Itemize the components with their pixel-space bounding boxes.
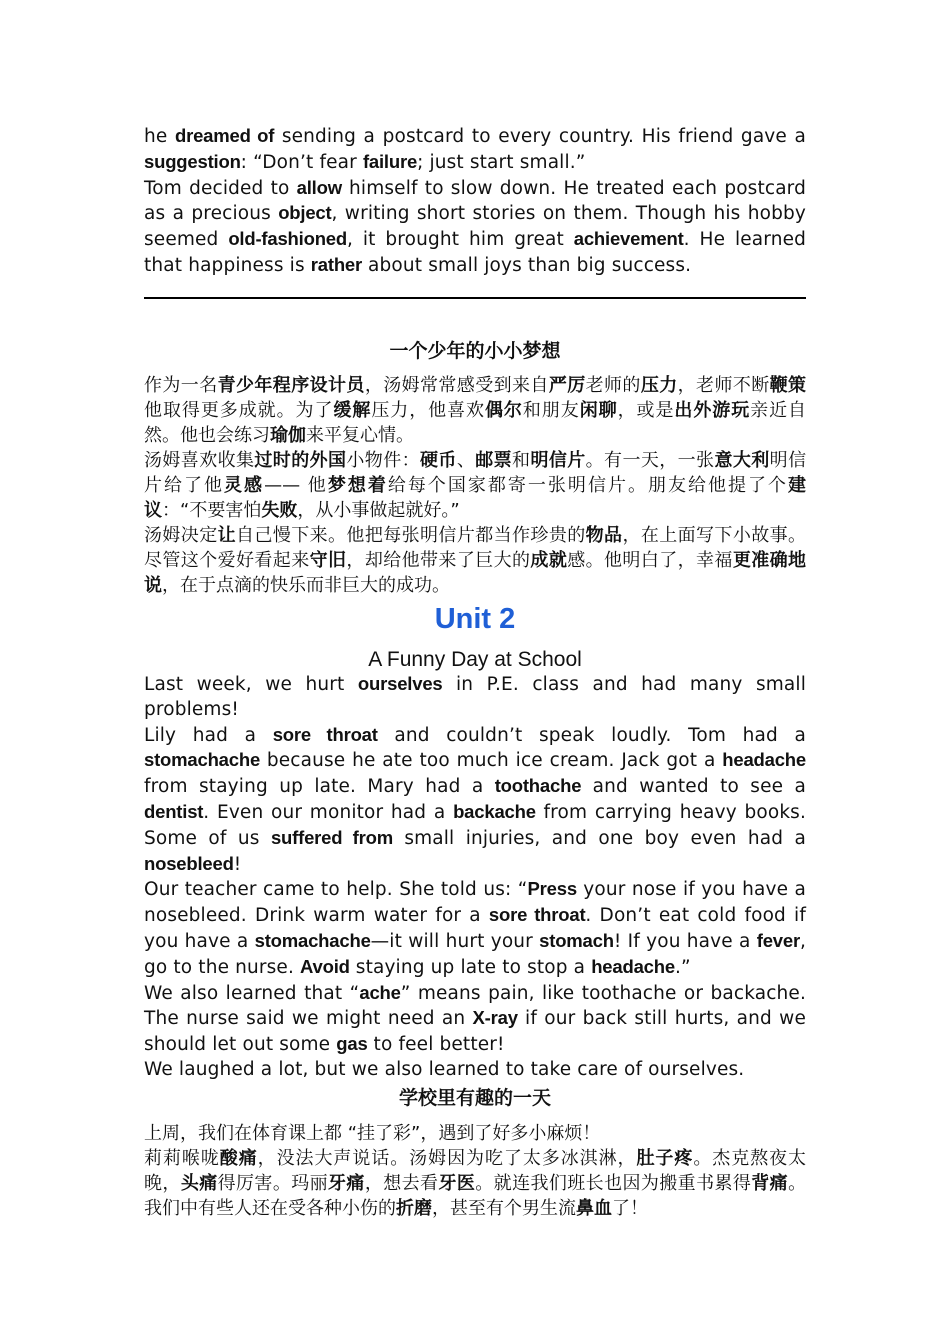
bold-term: sore throat <box>272 723 378 745</box>
bold-term: 明信片 <box>530 450 586 471</box>
unit-chinese-text <box>144 1121 806 1221</box>
text-run: 、 <box>456 450 476 471</box>
bold-term: rather <box>310 253 363 275</box>
bold-term: 牙医 <box>438 1173 476 1194</box>
text-run: , it brought him great <box>346 229 574 251</box>
paragraph <box>144 1058 806 1083</box>
bold-term: object <box>278 202 332 224</box>
text-run: 汤姆喜欢收集 <box>144 450 255 471</box>
text-run: 。有一天，一张 <box>585 450 715 471</box>
text-run: ” means pain, like toothache or backache. The nurse said we might need an <box>144 982 806 1030</box>
bold-term: dentist <box>144 800 204 822</box>
bold-term: allow <box>296 176 342 198</box>
unit-english-text <box>144 672 806 1083</box>
text-run: Tom decided to <box>144 177 297 199</box>
bold-term: 肚子疼 <box>636 1148 694 1169</box>
text-run: ，甚至有个男生流 <box>432 1198 576 1219</box>
text-run: 给每个国家都寄一张明信片。朋友给他提了个 <box>387 475 789 496</box>
text-run: 他取得更多成就。为了 <box>144 400 334 421</box>
text-run: 压力，他喜欢 <box>371 400 485 421</box>
unit-title-chinese: 学校里有趣的一天 <box>398 1087 551 1109</box>
bold-term: 梦想着 <box>327 475 388 496</box>
text-run: , writing short stories on them. Though his hobby seemed <box>144 203 806 251</box>
text-run: —it will hurt your <box>370 930 540 952</box>
text-run: because he ate too much ice cream. Jack got a <box>260 750 723 772</box>
text-run: 和 <box>512 450 531 471</box>
bold-term: gas <box>336 1033 368 1055</box>
bold-term: toothache <box>494 775 582 797</box>
text-run: 作为一名 <box>144 375 218 396</box>
text-run: . Don’t eat cold food if you have a <box>144 905 807 952</box>
paragraph <box>144 672 806 723</box>
unit-heading: Unit 2 <box>434 603 516 635</box>
bold-term: X-ray <box>472 1007 518 1029</box>
bold-term: ourselves <box>357 673 443 694</box>
bold-term: 过时的外国 <box>254 450 347 471</box>
text-run: 。我们中有些人还在受各种小伤的 <box>144 1173 807 1219</box>
text-run: ，在于点滴的快乐而非巨大的成功。 <box>162 575 450 596</box>
bold-term: suggestion <box>144 150 241 172</box>
text-run: 。杰克熬夜太晚， <box>144 1148 807 1194</box>
unit-title-english: A Funny Day at School <box>368 648 582 671</box>
text-run: —— 他 <box>264 475 328 496</box>
paragraph <box>144 981 806 1058</box>
text-run: ; just start small.” <box>417 151 586 173</box>
bold-term: 意大利 <box>714 450 770 471</box>
text-run: .” <box>674 956 691 978</box>
text-run: ，汤姆常常感受到来自 <box>364 375 549 396</box>
bold-term: 闲聊 <box>579 400 618 421</box>
bold-term: stomachache <box>254 929 371 951</box>
bold-term: 灵感 <box>224 475 265 496</box>
bold-term: 压力 <box>640 375 678 396</box>
text-run: 亲近自然。他也会练习 <box>144 400 807 446</box>
section-title-chinese: 一个少年的小小梦想 <box>389 340 561 362</box>
bold-term: stomachache <box>144 749 261 771</box>
bold-term: sore throat <box>488 904 586 926</box>
paragraph <box>144 448 806 523</box>
text-run: himself to slow down. He treated each postcard as a precious <box>144 177 807 225</box>
text-run: . He learned that happiness is <box>144 229 806 276</box>
section1-english-text <box>144 124 806 279</box>
text-run: and couldn’t speak loudly. Tom had a <box>377 724 806 746</box>
text-run: 感。他明白了，幸福 <box>567 550 733 571</box>
text-run: Lily had a <box>144 724 273 746</box>
bold-term: ache <box>359 981 401 1003</box>
text-run: 上周，我们在体育课上都 “挂了彩”，遇到了好多小麻烦！ <box>144 1123 601 1144</box>
divider-line <box>144 297 806 299</box>
bold-term: 缓解 <box>333 400 372 421</box>
bold-term: old-fashioned <box>228 228 347 250</box>
bold-term: 守旧 <box>309 550 347 571</box>
text-run: 。就连我们班长也因为搬重书累得 <box>475 1173 752 1194</box>
text-run: ，从小事做起就好。” <box>297 500 460 521</box>
text-run: ，或是 <box>617 400 675 421</box>
bold-term: headache <box>591 955 675 977</box>
text-run: 和朋友 <box>522 400 580 421</box>
bold-term: 邮票 <box>475 450 513 471</box>
text-run: ! <box>233 853 242 875</box>
text-run: ，老师不断 <box>677 375 770 396</box>
text-run: 小物件： <box>346 450 421 471</box>
bold-term: Press <box>527 878 577 900</box>
text-run: 得厉害。玛丽 <box>217 1173 329 1194</box>
bold-term: 鼻血 <box>576 1198 612 1219</box>
bold-term: 硬币 <box>420 450 457 471</box>
text-run: staying up late to stop a <box>349 956 592 978</box>
bold-term: 成就 <box>530 550 568 571</box>
text-run: ，却给他带来了巨大的 <box>346 550 531 571</box>
text-run: ，没法大声说话。汤姆因为吃了太多冰淇淋， <box>257 1148 637 1169</box>
text-run: : “Don’t fear <box>240 151 363 173</box>
text-run: Our teacher came to help. She told us: “ <box>144 879 528 901</box>
bold-term: fever <box>756 929 800 951</box>
paragraph <box>144 877 806 980</box>
text-run: We laughed a lot, but we also learned to take care of ourselves. <box>144 1058 745 1080</box>
text-run: , go to the nurse. <box>144 930 806 978</box>
bold-term: 更准确地说 <box>144 550 807 596</box>
paragraph <box>144 723 806 878</box>
text-run: if our back still hurts, and we should let out some <box>144 1008 806 1056</box>
bold-term: backache <box>453 800 536 822</box>
bold-term: stomach <box>539 929 614 951</box>
text-run: ，想去看 <box>364 1173 439 1194</box>
bold-term: 出外游玩 <box>674 400 751 421</box>
text-run: from carrying heavy books. Some of us <box>144 801 806 849</box>
text-run: he <box>144 126 175 147</box>
paragraph <box>144 523 806 598</box>
text-run: We also learned that “ <box>144 982 360 1004</box>
text-run: to feel better! <box>367 1034 505 1056</box>
bold-term: suffered from <box>270 826 393 848</box>
text-run: and wanted to see a <box>581 776 806 798</box>
bold-term: 物品 <box>585 525 623 546</box>
paragraph <box>144 124 806 176</box>
text-run: your nose if you have a nosebleed. Drink warm water for a <box>144 879 806 927</box>
bold-term: failure <box>362 150 418 172</box>
bold-term: 让 <box>217 525 237 546</box>
bold-term: 折磨 <box>396 1198 432 1219</box>
text-run: 来平复心情。 <box>306 425 414 446</box>
paragraph <box>144 1146 806 1221</box>
text-run: ：“不要害怕 <box>162 500 262 521</box>
bold-term: 牙痛 <box>328 1173 365 1194</box>
text-run: 汤姆决定 <box>144 525 218 546</box>
bold-term: 失败 <box>261 500 298 521</box>
paragraph <box>144 373 806 448</box>
paragraph <box>144 176 806 279</box>
bold-term: 背痛 <box>751 1173 789 1194</box>
text-run: ，在上面写下小故事。尽管这个爱好看起来 <box>144 525 807 571</box>
bold-term: 瑜伽 <box>270 425 306 446</box>
text-run: about small joys than big success. <box>362 254 692 276</box>
text-run: ! If you have a <box>613 930 757 952</box>
text-run: small injuries, and one boy even had a <box>392 827 807 849</box>
bold-term: 严厉 <box>548 375 586 396</box>
bold-term: 偶尔 <box>484 400 523 421</box>
bold-term: nosebleed <box>144 852 234 874</box>
bold-term: headache <box>722 749 806 771</box>
bold-term: Avoid <box>300 955 350 977</box>
text-run: 老师的 <box>585 375 641 396</box>
section1-chinese-text <box>144 373 806 598</box>
text-run: sending a postcard to every country. His friend gave a <box>274 126 806 147</box>
bold-term: achievement <box>573 228 684 250</box>
text-run: 莉莉喉咙 <box>144 1148 220 1169</box>
paragraph <box>144 1121 806 1146</box>
text-run: Last week, we hurt <box>144 674 358 695</box>
bold-term: 头痛 <box>180 1173 218 1194</box>
bold-term: 青少年程序设计员 <box>217 375 365 396</box>
text-run: in P.E. class and had many small problems! <box>144 674 806 720</box>
text-run: 明信片给了他 <box>144 450 807 496</box>
bold-term: 鞭策 <box>769 375 807 396</box>
bold-term: 建议 <box>144 475 807 521</box>
bold-term: 酸痛 <box>219 1148 258 1169</box>
bold-term: dreamed of <box>174 125 275 146</box>
text-run: 了！ <box>612 1198 648 1219</box>
text-run: from staying up late. Mary had a <box>144 776 495 798</box>
text-run: 自己慢下来。他把每张明信片都当作珍贵的 <box>236 525 586 546</box>
text-run: . Even our monitor had a <box>203 801 454 823</box>
